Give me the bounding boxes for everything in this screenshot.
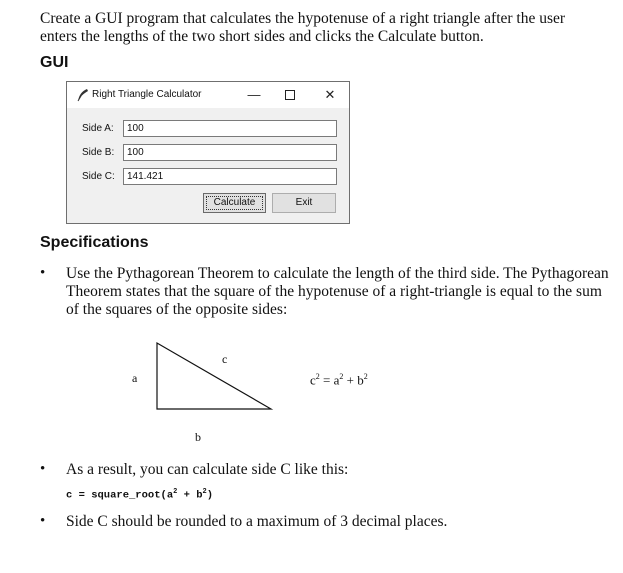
side-b-label: Side B: [82, 147, 115, 158]
window-titlebar[interactable] [67, 82, 349, 108]
bullet-pythagorean: Use the Pythagorean Theorem to calculate the length of the third side. The Pythagorean Theorem states that the square of the hypotenuse of a right-triangle is equal to the sum of the squares of the opposite sides: [66, 265, 609, 318]
bullet-rounding: Side C should be rounded to a maximum of 3 decimal places. [66, 513, 448, 530]
specifications-heading: Specifications [40, 234, 149, 251]
calculate-button[interactable] [203, 193, 266, 213]
bullet-marker: • [40, 265, 46, 281]
pythagorean-formula: $c^2 = a^2 + b^2$ [310, 372, 368, 388]
maximize-icon [285, 90, 295, 100]
exit-button[interactable]: Exit [272, 193, 336, 213]
side-b-input[interactable]: 100 [123, 144, 337, 161]
intro-paragraph: Create a GUI program that calculates the hypotenuse of a right triangle after the user enters the lengths of the two short sides and clicks the Calculate button. [40, 10, 566, 45]
bullet-marker: • [40, 461, 46, 477]
gui-heading: GUI [40, 54, 69, 71]
bullet-marker: • [40, 513, 46, 529]
maximize-button[interactable] [279, 86, 301, 104]
triangle-label-a: a [132, 371, 138, 385]
window-title: Right Triangle Calculator [92, 89, 202, 100]
code-snippet: $c = square\_root(a^2 + b^2)$ [66, 488, 214, 502]
calculator-window [66, 81, 350, 224]
bullet-result: As a result, you can calculate side C like this: [66, 461, 349, 478]
side-c-label: Side C: [82, 171, 115, 182]
triangle-label-b: b [195, 430, 201, 444]
triangle-label-c: c [222, 352, 228, 366]
feather-icon [76, 88, 90, 102]
calculate-button-label: Calculate [206, 196, 263, 210]
side-a-label: Side A: [82, 123, 114, 134]
close-button[interactable]: ✕ [324, 87, 336, 102]
right-triangle-diagram [150, 340, 280, 415]
minimize-button[interactable]: — [247, 87, 261, 102]
side-c-output[interactable]: 141.421 [123, 168, 337, 185]
side-a-input[interactable]: 100 [123, 120, 337, 137]
